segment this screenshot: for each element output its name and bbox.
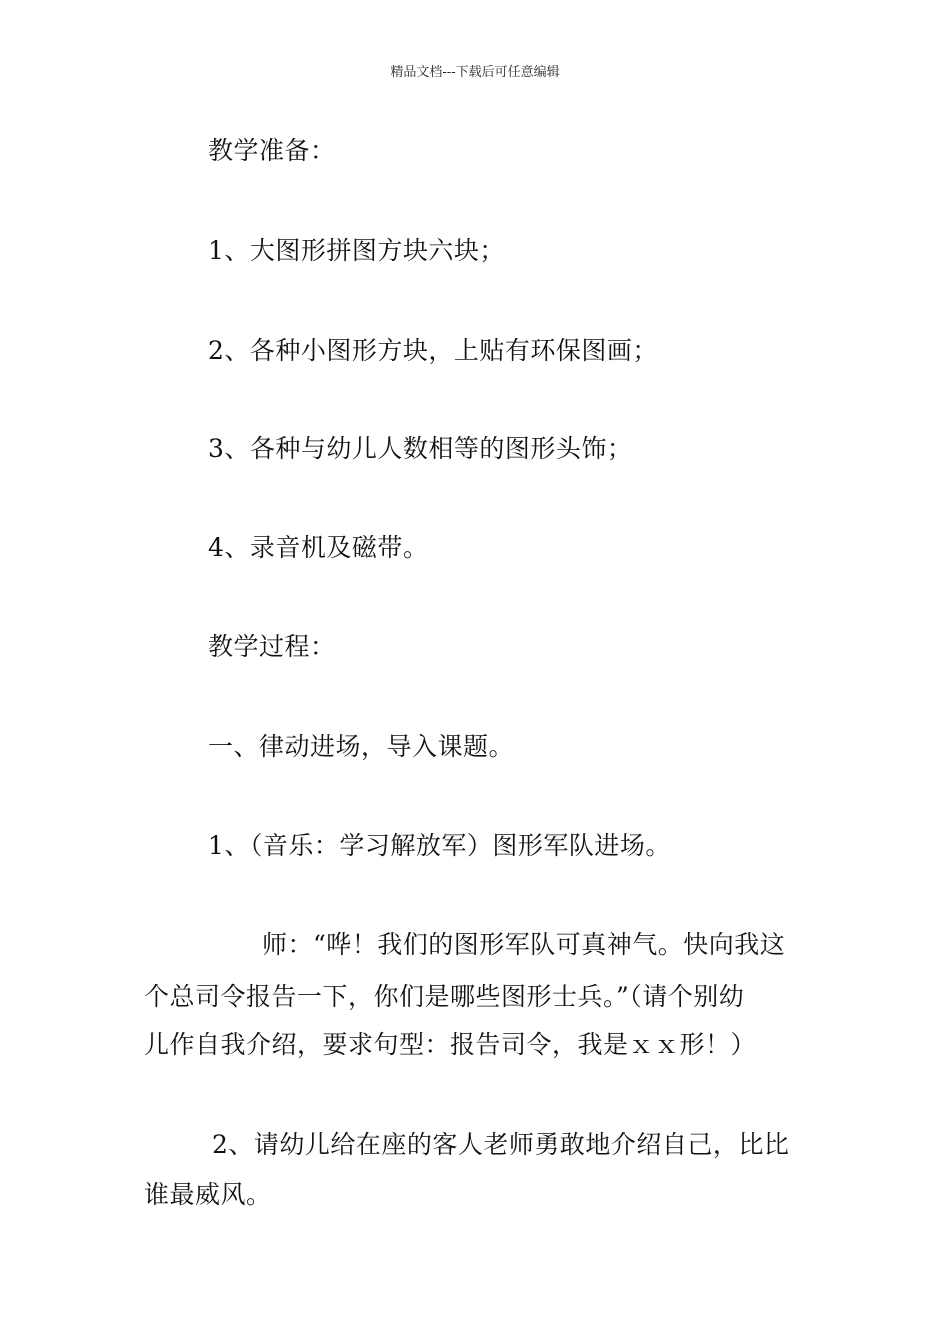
heading-teaching-preparation: 教学准备： [208, 136, 336, 165]
prep-item-4: 4、录音机及磁带。 [208, 533, 429, 562]
teacher-dialogue-line-1: 师：“哗！我们的图形军队可真神气。快向我这 [262, 930, 786, 959]
process-step-1-item-1: 1、（音乐：学习解放军）图形军队进场。 [208, 831, 671, 860]
process-step-1-item-2-line-1: 2、请幼儿给在座的客人老师勇敢地介绍自己，比比 [212, 1130, 790, 1159]
prep-item-3: 3、各种与幼儿人数相等的图形头饰； [208, 434, 633, 463]
prep-item-2: 2、各种小图形方块，上贴有环保图画； [208, 336, 658, 365]
prep-item-1: 1、大图形拼图方块六块； [208, 236, 505, 265]
process-step-1-item-2-line-2: 谁最威风。 [144, 1180, 272, 1209]
page-header: 精品文档---下载后可任意编辑 [390, 65, 560, 80]
heading-teaching-process: 教学过程： [208, 632, 336, 661]
process-step-1-heading: 一、律动进场，导入课题。 [208, 732, 515, 761]
teacher-dialogue-line-3: 儿作自我介绍，要求句型：报告司令，我是ｘｘ形！） [144, 1030, 757, 1059]
teacher-dialogue-line-2: 个总司令报告一下，你们是哪些图形士兵。”（请个别幼 [144, 982, 745, 1011]
